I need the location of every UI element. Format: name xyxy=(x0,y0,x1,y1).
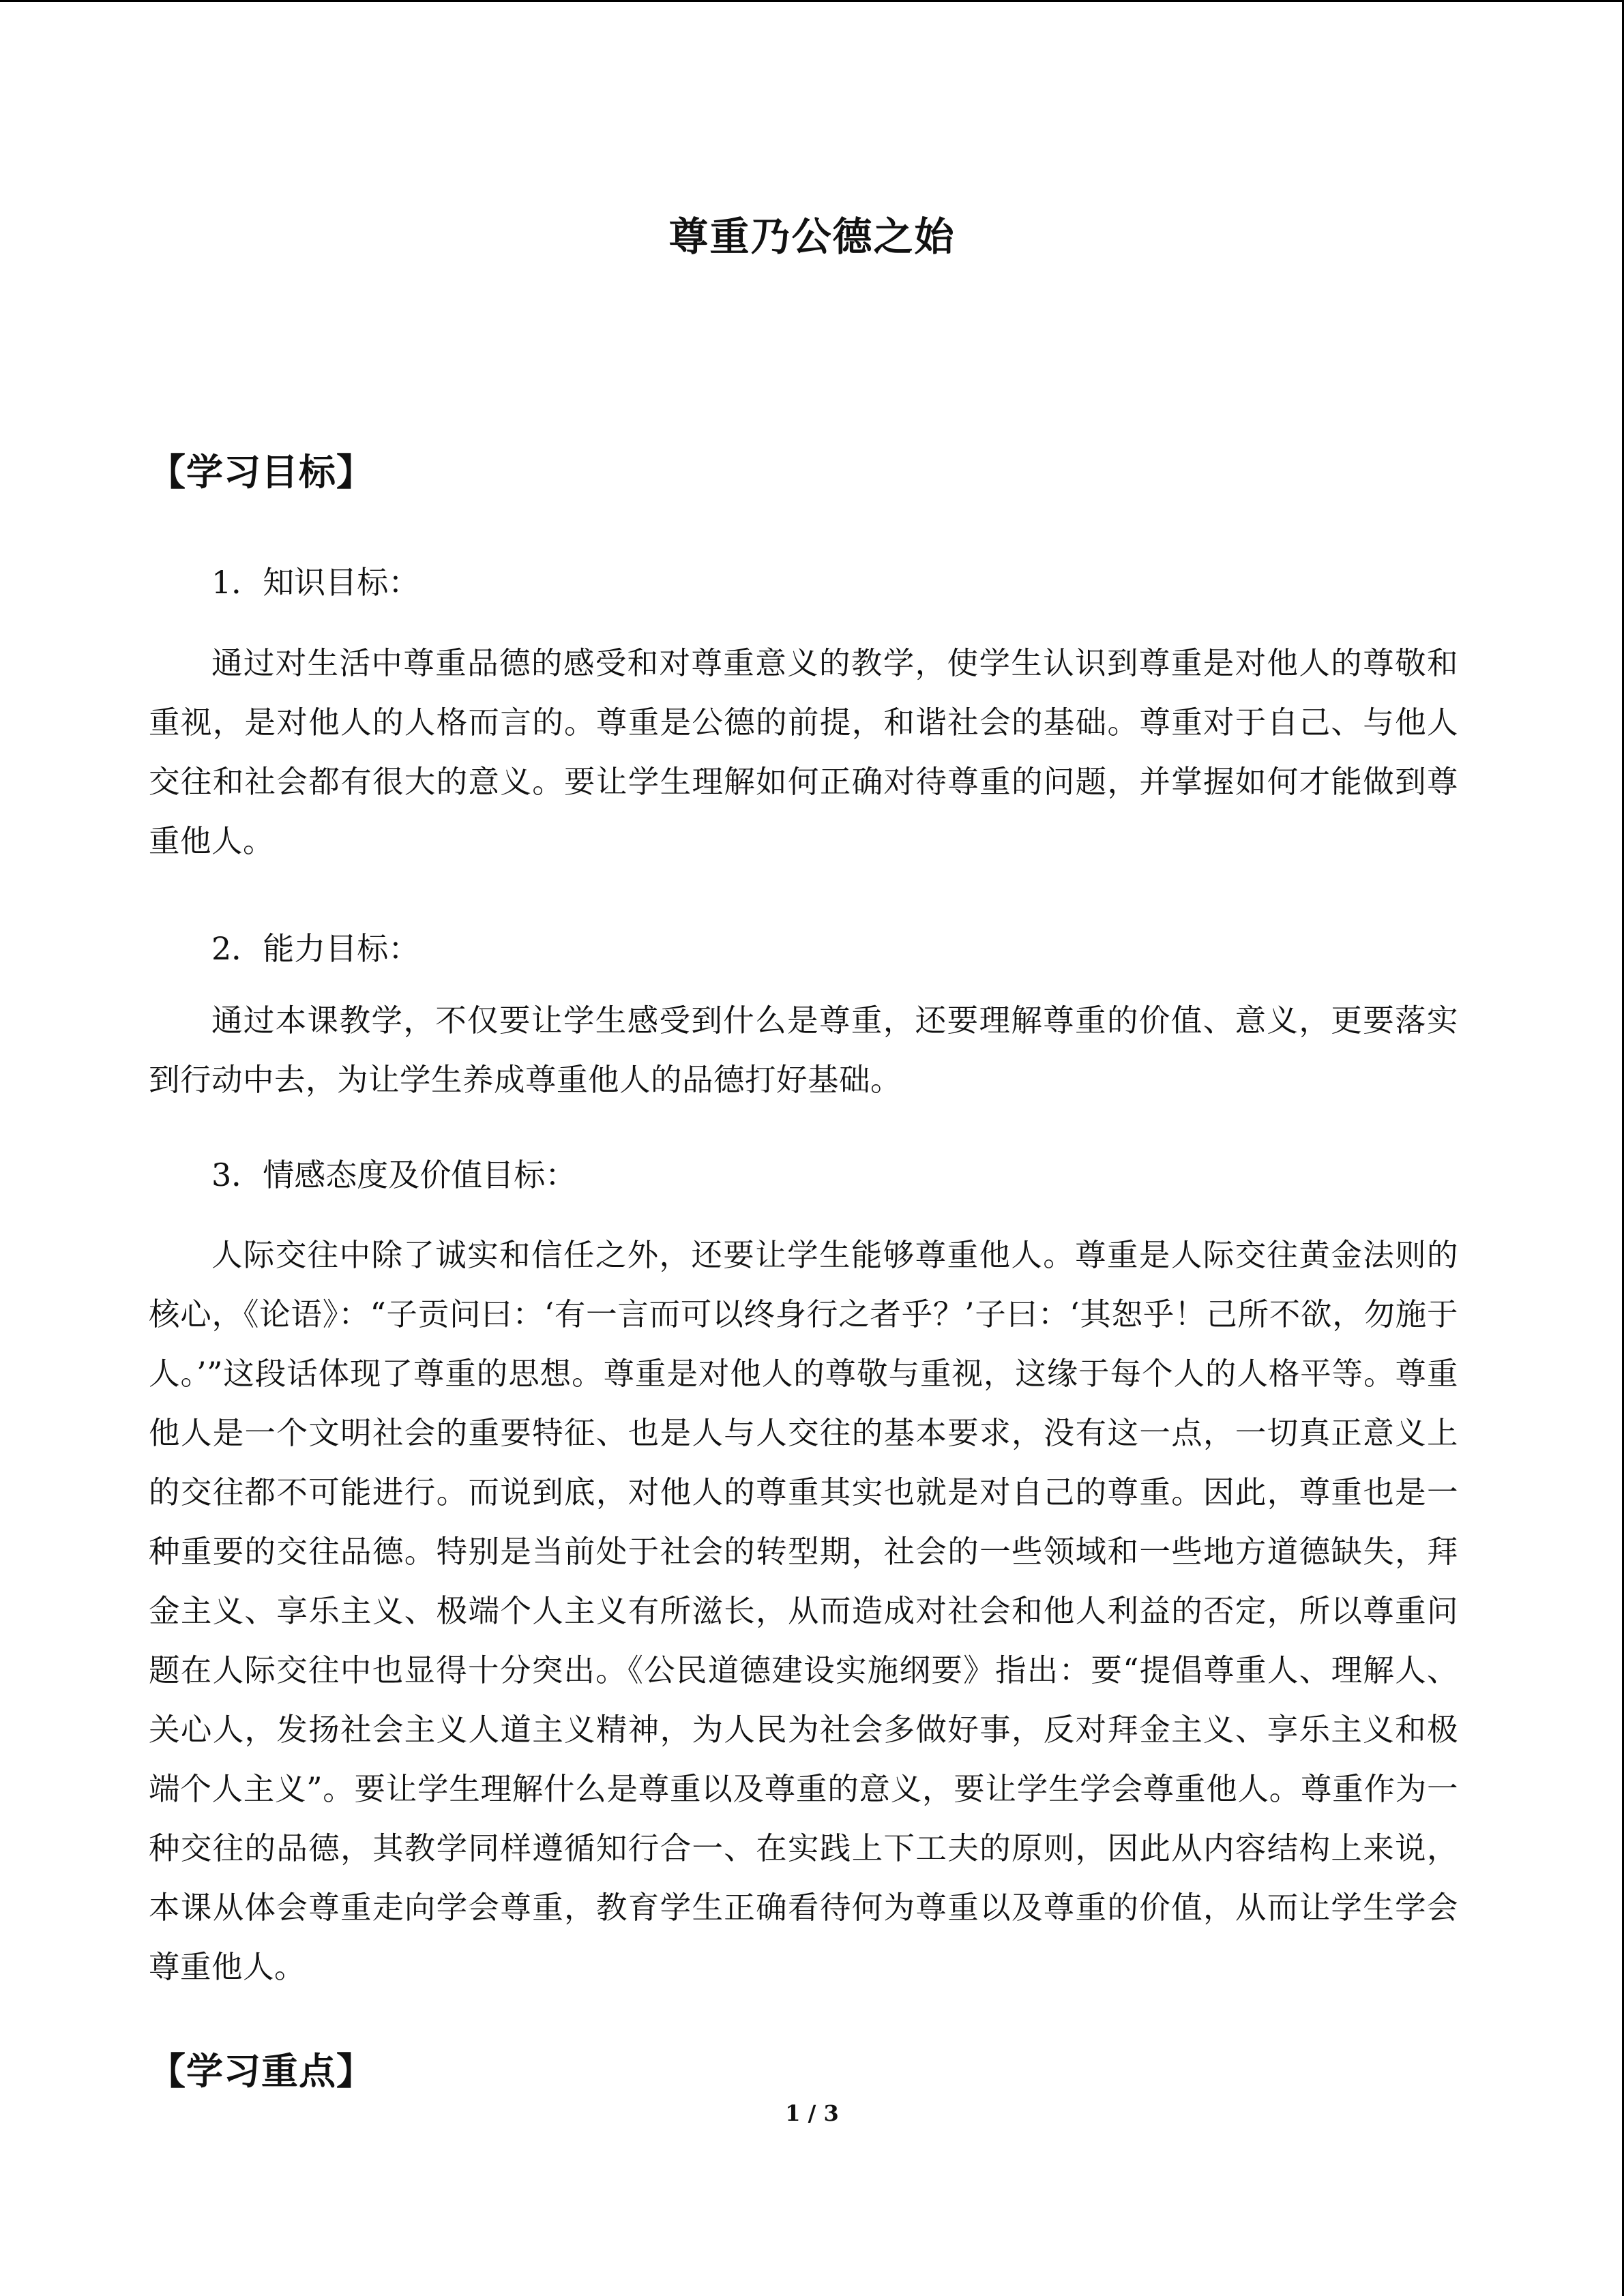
ability-goal-text: 通过本课教学，不仅要让学生感受到什么是尊重，还要理解尊重的价值、意义，更要落实到行动中去，为让学生养成尊重他人的品德打好基础。 xyxy=(149,1002,1458,1098)
page-number: 1 / 3 xyxy=(785,2100,839,2126)
emotion-goal-text: 人际交往中除了诚实和信任之外，还要让学生能够尊重他人。尊重是人际交往黄金法则的核心，《论语》：“子贡问曰：‘有一言而可以终身行之者乎？’子曰：‘其恕乎！己所不欲，勿施于人。’”这段话体现了尊重的思想。尊重是对他人的尊敬与重视，这缘于每个人的人格平等。尊重他人是一个文明社会的重要特征、也是人与人交往的基本要求，没有这一点，一切真正意义上的交往都不可能进行。而说到底，对他人的尊重其实也就是对自己的尊重。因此，尊重也是一种重要的交往品德。特别是当前处于社会的转型期，社会的一些领域和一些地方道德缺失，拜金主义、享乐主义、极端个人主义有所滋长，从而造成对社会和他人利益的否定，所以尊重问题在人际交往中也显得十分突出。《公民道德建设实施纲要》指出：要“提倡尊重人、理解人、关心人，发扬社会主义人道主义精神，为人民为社会多做好事，反对拜金主义、享乐主义和极端个人主义”。要让学生理解什么是尊重以及尊重的意义，要让学生学会尊重他人。尊重作为一种交往的品德，其教学同样遵循知行合一、在实践上下工夫的原则，因此从内容结构上来说，本课从体会尊重走向学会尊重，教育学生正确看待何为尊重以及尊重的价值，从而让学生学会尊重他人。 xyxy=(149,1237,1458,1985)
document-title: 尊重乃公德之始 xyxy=(668,213,956,260)
key-points-heading: 【学习重点】 xyxy=(149,2049,374,2093)
knowledge-goal-text: 通过对生活中尊重品德的感受和对尊重意义的教学，使学生认识到尊重是对他人的尊敬和重视，是对他人的人格而言的。尊重是公德的前提，和谐社会的基础。尊重对于自己、与他人交往和社会都有很大的意义。要让学生理解如何正确对待尊重的问题，并掌握如何才能做到尊重他人。 xyxy=(149,645,1458,859)
objectives-heading: 【学习目标】 xyxy=(149,450,374,494)
emotion-goal-label: 3．情感态度及价值目标： xyxy=(211,1157,577,1193)
ability-goal-label: 2．能力目标： xyxy=(211,930,420,967)
knowledge-goal-label: 1．知识目标： xyxy=(211,564,420,601)
